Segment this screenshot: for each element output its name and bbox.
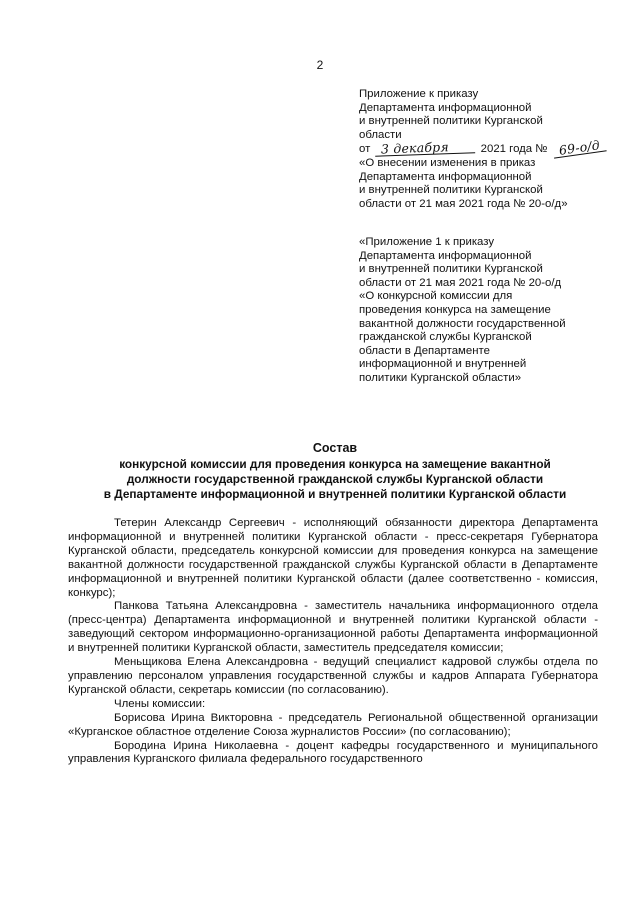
handwritten-order-number: 69-о/д — [552, 139, 606, 159]
appendix-line: и внутренней политики Курганской — [359, 184, 543, 197]
member-paragraph: Тетерин Александр Сергеевич - исполняющий обязанности директора Департамента информационной и внутренней политики Курганской области - пресс-секретаря Губернатора Курганской области, председатель конкурсной комиссии для проведения конкурса на замещение вакантной должности государственной гражданской службы Курганской области в Департаменте информационной и внутренней политики Курганской области (далее соответственно - комиссия, конкурс); — [68, 517, 598, 599]
appendix-line: области от 21 мая 2021 года № 20-о/д — [359, 276, 562, 289]
appendix-line: Приложение к приказу — [359, 88, 479, 100]
appendix-original-header — [359, 236, 621, 386]
date-prefix: от — [359, 143, 371, 156]
title-line: в Департаменте информационной и внутренней политики Курганской области — [103, 487, 567, 501]
appendix-line: гражданской службы Курганской — [359, 331, 532, 344]
appendix-line: проведения конкурса на замещение — [359, 303, 551, 316]
member-paragraph: Панкова Татьяна Александровна - заместитель начальника информационного отдела (пресс-центра) Департамента информационной и внутренней политики Курганской области - заведующий сектором информационно-организационной работы Департамента информационной и внутренней политики Курганской области, заместитель председателя комиссии; — [68, 600, 598, 655]
title-line: конкурсной комиссии для проведения конкурса на замещение вакантной — [119, 457, 551, 471]
appendix-line: Департамента информационной — [359, 170, 532, 183]
appendix-line: и внутренней политики Курганской — [359, 263, 543, 276]
appendix-line: Департамента информационной — [359, 101, 532, 114]
members-heading: Члены комиссии: — [114, 697, 206, 710]
title-line: должности государственной гражданской службы Курганской области — [126, 472, 544, 486]
commission-members — [68, 517, 598, 767]
appendix-line: области — [359, 128, 402, 141]
title-main: Состав — [312, 441, 358, 455]
appendix-line: «О конкурсной комиссии для — [359, 290, 513, 303]
handwritten-date: 3 декабря — [375, 141, 475, 157]
appendix-header — [359, 88, 621, 211]
appendix-line: Департамента информационной — [359, 249, 532, 262]
appendix-date-line — [359, 137, 621, 159]
page-number: 2 — [316, 58, 324, 72]
appendix-line: «О внесении изменения в приказ — [359, 156, 536, 169]
document-title — [70, 441, 600, 502]
appendix-line: политики Курганской области» — [359, 371, 522, 384]
appendix-line: информационной и внутренней — [359, 358, 527, 371]
member-paragraph: Меньщикова Елена Александровна - ведущий специалист кадровой службы отдела по управлению персоналом управления государственной службы и кадров Аппарата Губернатора Курганской области, секретарь комиссии (по согласованию). — [68, 656, 598, 696]
appendix-line: «Приложение 1 к приказу — [359, 236, 495, 248]
appendix-line: области в Департаменте — [359, 344, 490, 357]
appendix-line: области от 21 мая 2021 года № 20-о/д» — [359, 197, 568, 210]
year-text: 2021 года № — [480, 143, 548, 156]
appendix-line: и внутренней политики Курганской — [359, 115, 543, 128]
member-paragraph: Борисова Ирина Викторовна - председатель Региональной общественной организации «Курганское областное отделение Союза журналистов России» (по согласованию); — [68, 711, 598, 738]
appendix-line: вакантной должности государственной — [359, 317, 566, 330]
member-paragraph: Бородина Ирина Николаевна - доцент кафедры государственного и муниципального управления Курганского филиала федерального государственного — [68, 739, 598, 766]
